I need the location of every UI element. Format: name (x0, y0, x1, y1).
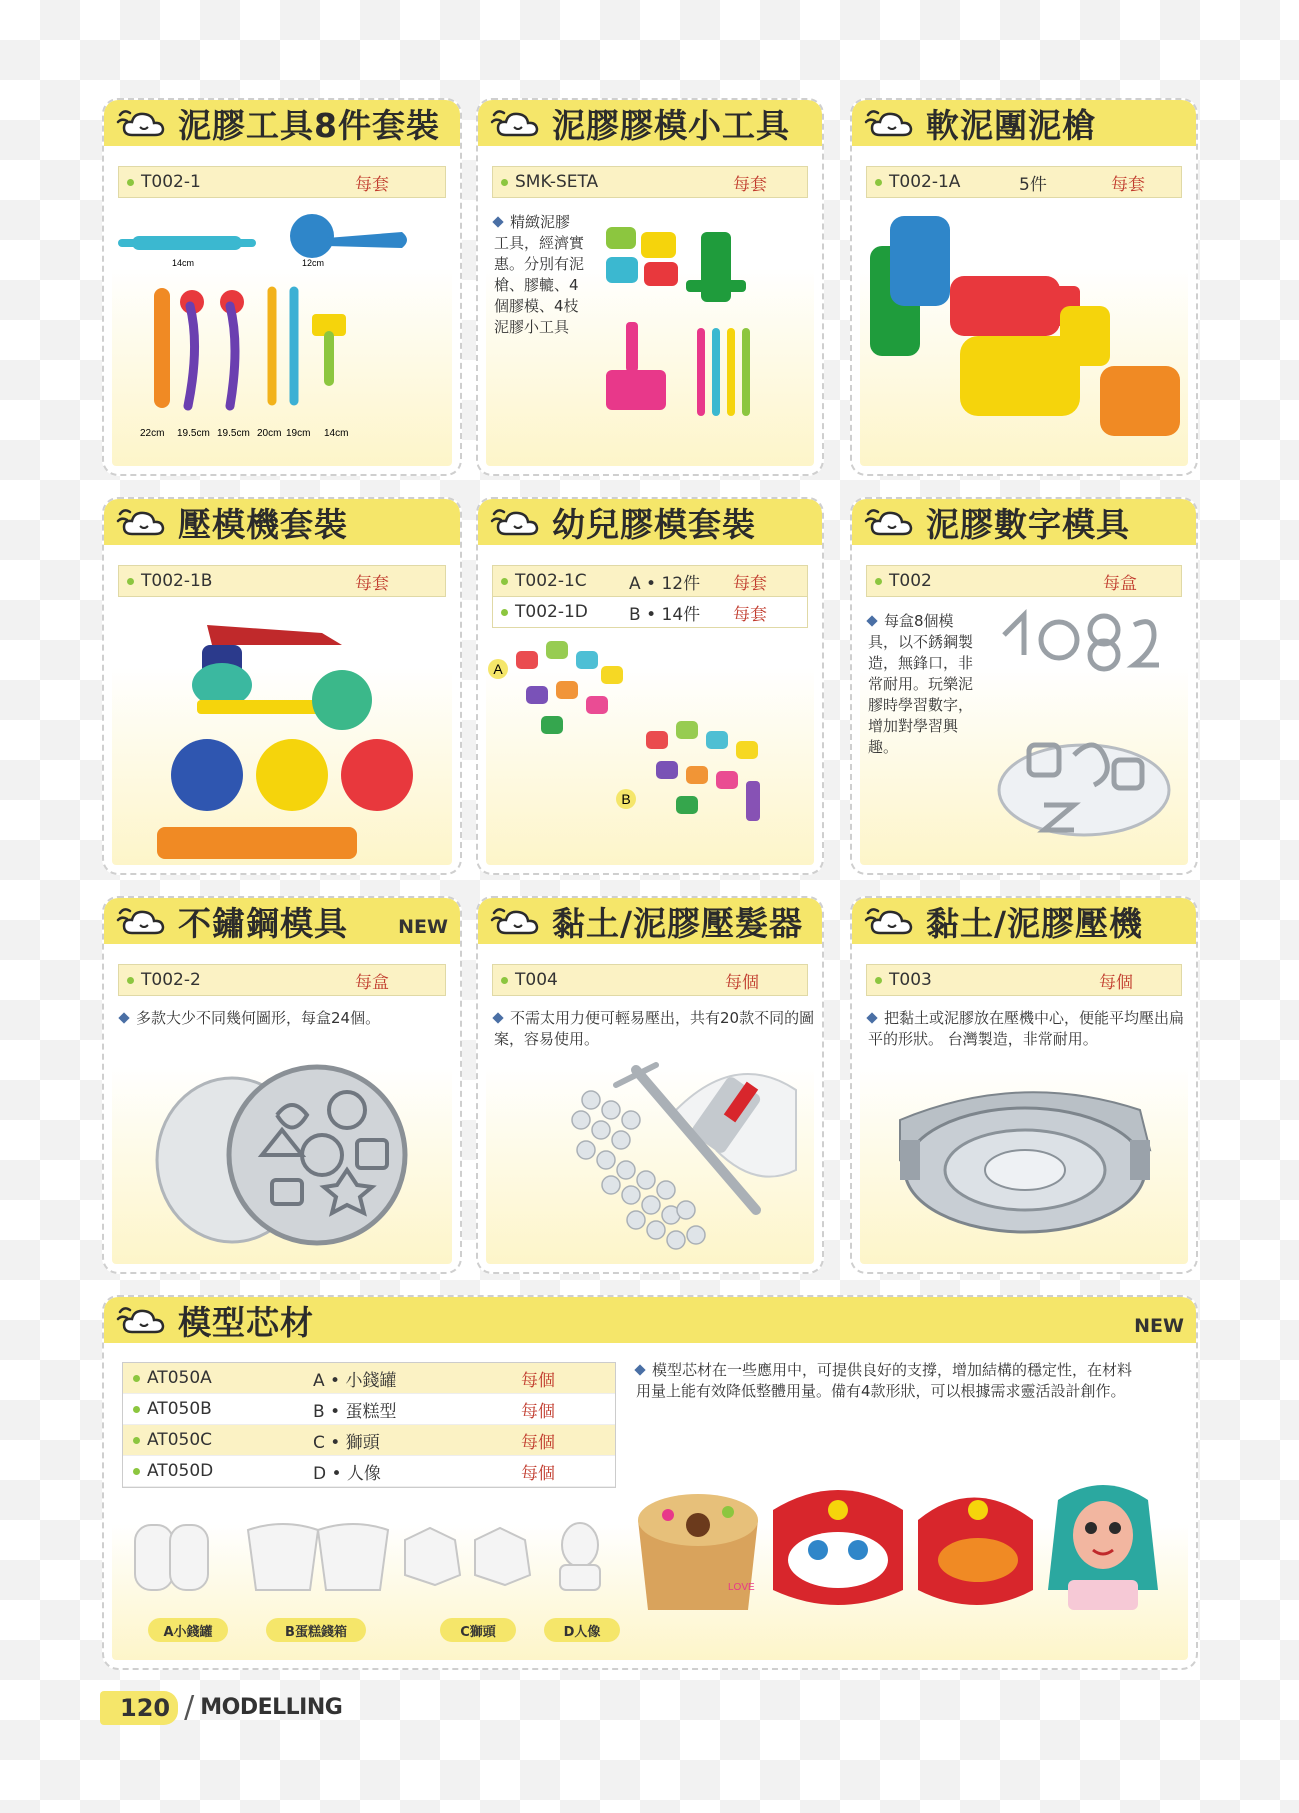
card-header (478, 100, 822, 146)
product-code-row (492, 596, 808, 628)
product-unit: 每個 (521, 1463, 555, 1484)
toddler-molds-image (486, 631, 818, 861)
product-unit: 每套 (733, 604, 767, 625)
product-panel (486, 960, 814, 1264)
cloud-logo-icon (862, 105, 920, 141)
core-material-description: 模型芯材在一些應用中，可提供良好的支撐，增加結構的穩定性，在材料用量上能有效降低整體用量。備有4款形狀，可以根據需求靈活設計創作。 (636, 1361, 1133, 1400)
product-panel (112, 960, 452, 1264)
table-row (123, 1363, 615, 1394)
card-header (852, 898, 1196, 944)
product-code: T002-1D (515, 602, 588, 622)
product-title: 壓模機套裝 (178, 504, 348, 544)
product-title: 泥膠膠模小工具 (552, 105, 790, 145)
sample-creations-image (628, 1480, 1178, 1620)
product-code: T002-1B (141, 571, 213, 591)
clay-extruder-image (860, 206, 1192, 466)
size-label: 14cm (172, 258, 195, 268)
bullet-dot-icon (501, 578, 508, 585)
product-card-t002 (850, 497, 1198, 875)
product-code-row (866, 565, 1182, 597)
product-unit: 每套 (733, 573, 767, 594)
clay-mini-tools-image (596, 222, 816, 462)
product-description: 多款大少不同幾何圖形，每盒24個。 (120, 1008, 440, 1029)
bullet-dot-icon (501, 977, 508, 984)
page-number: 120 (100, 1691, 178, 1725)
product-description: 精緻泥膠工具，經濟實惠。分別有泥槍、膠轆、4個膠模、4枝泥膠小工具 (494, 213, 585, 336)
size-label: 12cm (302, 258, 325, 268)
product-code-row (866, 166, 1182, 198)
product-panel (486, 162, 814, 466)
bullet-dot-icon (133, 1468, 140, 1475)
product-title: 黏土/泥膠壓髮器 (552, 903, 804, 943)
cloud-logo-icon (114, 105, 172, 141)
steel-cutters-image (112, 1040, 456, 1260)
size-label: 19cm (286, 428, 311, 439)
product-code-row (866, 964, 1182, 996)
press-set-image (112, 605, 456, 865)
bullet-dot-icon (127, 179, 134, 186)
product-variant: B • 蛋糕型 (313, 1401, 397, 1422)
size-label: 20cm (257, 428, 282, 439)
product-title: 軟泥團泥槍 (926, 105, 1096, 145)
set-label-a: A (493, 661, 503, 677)
product-variant: A • 12件 (629, 573, 701, 594)
core-tag-d: D人像 (544, 1618, 620, 1642)
cloud-logo-icon (114, 903, 172, 939)
product-card-t002-1 (102, 98, 462, 476)
product-title: 泥膠數字模具 (926, 504, 1130, 544)
card-header (104, 100, 460, 146)
number-molds-image (984, 605, 1184, 855)
cloud-logo-icon (488, 105, 546, 141)
product-title: 幼兒膠模套裝 (552, 504, 756, 544)
core-tag-a: A小錢罐 (148, 1618, 228, 1642)
card-header (104, 898, 460, 944)
product-unit: 每個 (521, 1432, 555, 1453)
bullet-dot-icon (133, 1406, 140, 1413)
product-code: AT050D (147, 1461, 214, 1481)
product-card-t004 (476, 896, 824, 1274)
product-unit: 每個 (1099, 972, 1133, 993)
product-title: 黏土/泥膠壓機 (926, 903, 1144, 943)
product-variant: C • 獅頭 (313, 1432, 380, 1453)
new-badge: NEW (398, 916, 448, 938)
product-card-t002-1c (476, 497, 824, 875)
product-code-row (118, 166, 446, 198)
bullet-dot-icon (875, 977, 882, 984)
core-tag-b: B蛋糕錢箱 (266, 1618, 366, 1642)
card-header (478, 898, 822, 944)
bullet-dot-icon (127, 578, 134, 585)
core-shapes-image (130, 1520, 630, 1600)
product-description: 把黏土或泥膠放在壓機中心，便能平均壓出扁平的形狀。 台灣製造，非常耐用。 (868, 1009, 1185, 1048)
product-variant: B • 14件 (629, 604, 701, 625)
size-label: 14cm (324, 428, 349, 439)
product-code: AT050B (147, 1399, 212, 1419)
cloud-logo-icon (862, 903, 920, 939)
product-card-t003 (850, 896, 1198, 1274)
core-tag-c: C獅頭 (440, 1618, 516, 1642)
product-unit: 每套 (1111, 174, 1145, 195)
cloud-logo-icon (114, 504, 172, 540)
core-material-table (122, 1362, 616, 1488)
size-label: 19.5cm (177, 428, 210, 439)
card-header (478, 499, 822, 545)
bullet-dot-icon (875, 179, 882, 186)
card-header (104, 499, 460, 545)
sample-love-label: LOVE (728, 1582, 755, 1593)
product-panel (860, 162, 1188, 466)
product-code-row (118, 565, 446, 597)
product-description: 每盒8個模具，以不銹鋼製造，無鋒口，非常耐用。玩樂泥膠時學習數字，增加對學習興趣。 (868, 612, 974, 756)
table-row (123, 1425, 615, 1456)
bullet-dot-icon (133, 1375, 140, 1382)
product-panel (860, 561, 1188, 865)
product-code-row (492, 565, 808, 597)
set-label-b: B (621, 791, 631, 807)
product-card-t002-2 (102, 896, 462, 1274)
table-row (123, 1394, 615, 1425)
table-row (123, 1456, 615, 1487)
bullet-dot-icon (501, 179, 508, 186)
product-unit: 每盒 (1103, 573, 1137, 594)
product-title: 不鏽鋼模具 (178, 903, 348, 943)
cloud-logo-icon (488, 504, 546, 540)
product-variant: A • 小錢罐 (313, 1370, 397, 1391)
size-label: 19.5cm (217, 428, 250, 439)
diamond-bullet-icon (492, 1012, 503, 1023)
size-label: 22cm (140, 428, 165, 439)
product-code: T002-1C (515, 571, 587, 591)
bullet-dot-icon (875, 578, 882, 585)
page-footer (100, 1690, 342, 1725)
section-name: MODELLING (200, 1695, 343, 1720)
product-code: SMK-SETA (515, 172, 599, 192)
product-variant: D • 人像 (313, 1463, 381, 1484)
product-unit: 每盒 (355, 972, 389, 993)
product-code-row (492, 964, 808, 996)
card-header (852, 499, 1196, 545)
product-panel (112, 162, 452, 466)
product-code: T002 (889, 571, 932, 591)
product-card-smk-seta (476, 98, 824, 476)
diamond-bullet-icon (118, 1012, 129, 1023)
diamond-bullet-icon (866, 1012, 877, 1023)
product-description: 不需太用力便可輕易壓出，共有20款不同的圖案，容易使用。 (494, 1009, 815, 1048)
card-header (852, 100, 1196, 146)
new-badge: NEW (1134, 1315, 1184, 1337)
product-code: AT050A (147, 1368, 212, 1388)
product-unit: 每套 (355, 573, 389, 594)
product-title: 泥膠工具8件套裝 (178, 105, 440, 145)
diamond-bullet-icon (866, 615, 877, 626)
product-code: T003 (889, 970, 932, 990)
product-code-row (118, 964, 446, 996)
diamond-bullet-icon (634, 1364, 645, 1375)
product-card-t002-1b (102, 497, 462, 875)
product-panel (112, 561, 452, 865)
product-qty: 5件 (1019, 174, 1047, 195)
product-unit: 每套 (355, 174, 389, 195)
product-code-row (492, 166, 808, 198)
bullet-dot-icon (127, 977, 134, 984)
diamond-bullet-icon (492, 216, 503, 227)
product-panel (486, 561, 814, 865)
product-code: T002-1A (889, 172, 961, 192)
product-unit: 每套 (733, 174, 767, 195)
product-title: 模型芯材 (178, 1302, 314, 1342)
bullet-dot-icon (133, 1437, 140, 1444)
card-header (104, 1297, 1196, 1343)
product-code: T004 (515, 970, 558, 990)
bullet-dot-icon (501, 609, 508, 616)
product-code: T002-1 (141, 172, 201, 192)
clay-extruder-gun-image (486, 1060, 818, 1260)
cloud-logo-icon (114, 1302, 172, 1338)
product-unit: 每個 (521, 1401, 555, 1422)
product-panel (860, 960, 1188, 1264)
product-unit: 每個 (521, 1370, 555, 1391)
product-unit: 每個 (725, 972, 759, 993)
clay-press-image (860, 1070, 1192, 1260)
product-card-t002-1a (850, 98, 1198, 476)
cloud-logo-icon (488, 903, 546, 939)
product-code: AT050C (147, 1430, 213, 1450)
footer-divider: / (184, 1690, 195, 1725)
cloud-logo-icon (862, 504, 920, 540)
product-code: T002-2 (141, 970, 201, 990)
clay-tool-set-image (112, 206, 456, 466)
